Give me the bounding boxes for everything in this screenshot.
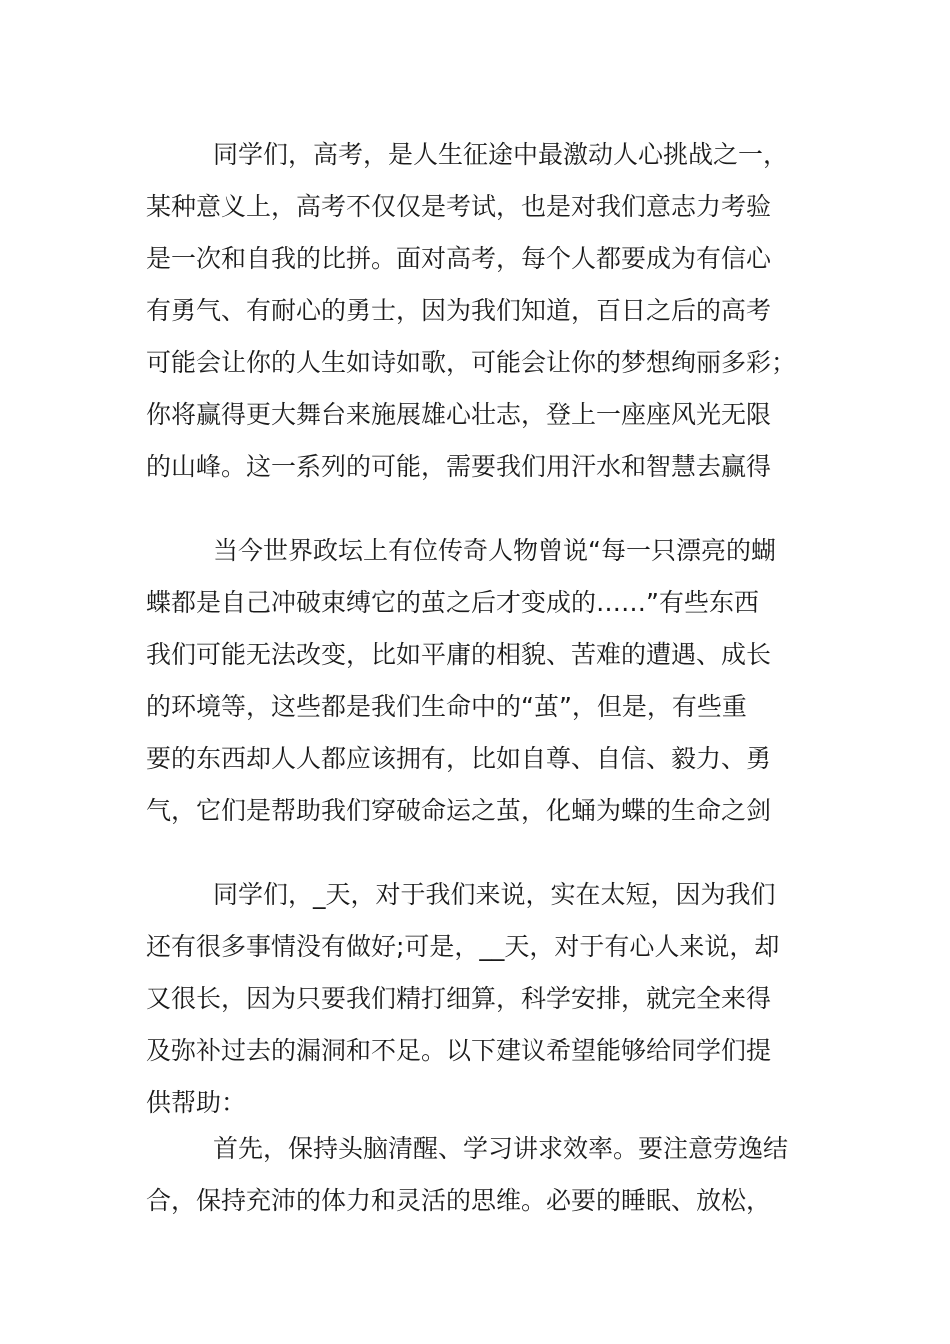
text-line: 的环境等，这些都是我们生命中的“茧”，但是，有些重 [146,692,747,721]
text-line: 蝶都是自己冲破束缚它的茧之后才变成的……”有些东西 [146,588,759,617]
text-line: 要的东西却人人都应该拥有，比如自尊、自信、毅力、勇 [146,744,772,773]
text-line: 首先，保持头脑清醒、学习讲求效率。要注意劳逸结 [213,1134,789,1163]
text-line: 供帮助： [146,1088,247,1117]
text-line: 可能会让你的人生如诗如歌，可能会让你的梦想绚丽多彩； [146,348,797,377]
paragraph-first-advice [146,1123,816,1227]
text-line: 某种意义上，高考不仅仅是考试，也是对我们意志力考验 [146,192,772,221]
paragraph-butterfly-quote [146,525,816,837]
text-line: 的山峰。这一系列的可能，需要我们用汗水和智慧去赢得 [146,452,772,481]
text-line: 又很长，因为只要我们精打细算，科学安排，就完全来得 [146,984,772,1013]
text-line: 同学们，_天，对于我们来说，实在太短，因为我们 [213,880,776,909]
text-line: 合，保持充沛的体力和灵活的思维。必要的睡眠、放松， [146,1186,772,1215]
text-line: 气，它们是帮助我们穿破命运之茧，化蛹为蝶的生命之剑 [146,796,772,825]
text-line: 及弥补过去的漏洞和不足。以下建议希望能够给同学们提 [146,1036,772,1065]
text-line: 还有很多事情没有做好;可是，__天，对于有心人来说，却 [146,932,780,961]
text-line: 同学们，高考，是人生征途中最激动人心挑战之一， [213,140,789,169]
paragraph-days-remaining [146,869,816,1129]
text-line: 当今世界政坛上有位传奇人物曾说“每一只漂亮的蝴 [213,536,776,565]
text-line: 我们可能无法改变，比如平庸的相貌、苦难的遭遇、成长 [146,640,772,669]
text-line: 有勇气、有耐心的勇士，因为我们知道，百日之后的高考 [146,296,772,325]
text-line: 是一次和自我的比拼。面对高考，每个人都要成为有信心 [146,244,772,273]
text-line: 你将赢得更大舞台来施展雄心壮志，登上一座座风光无限 [146,400,772,429]
paragraph-college-entrance-exam [146,129,816,493]
